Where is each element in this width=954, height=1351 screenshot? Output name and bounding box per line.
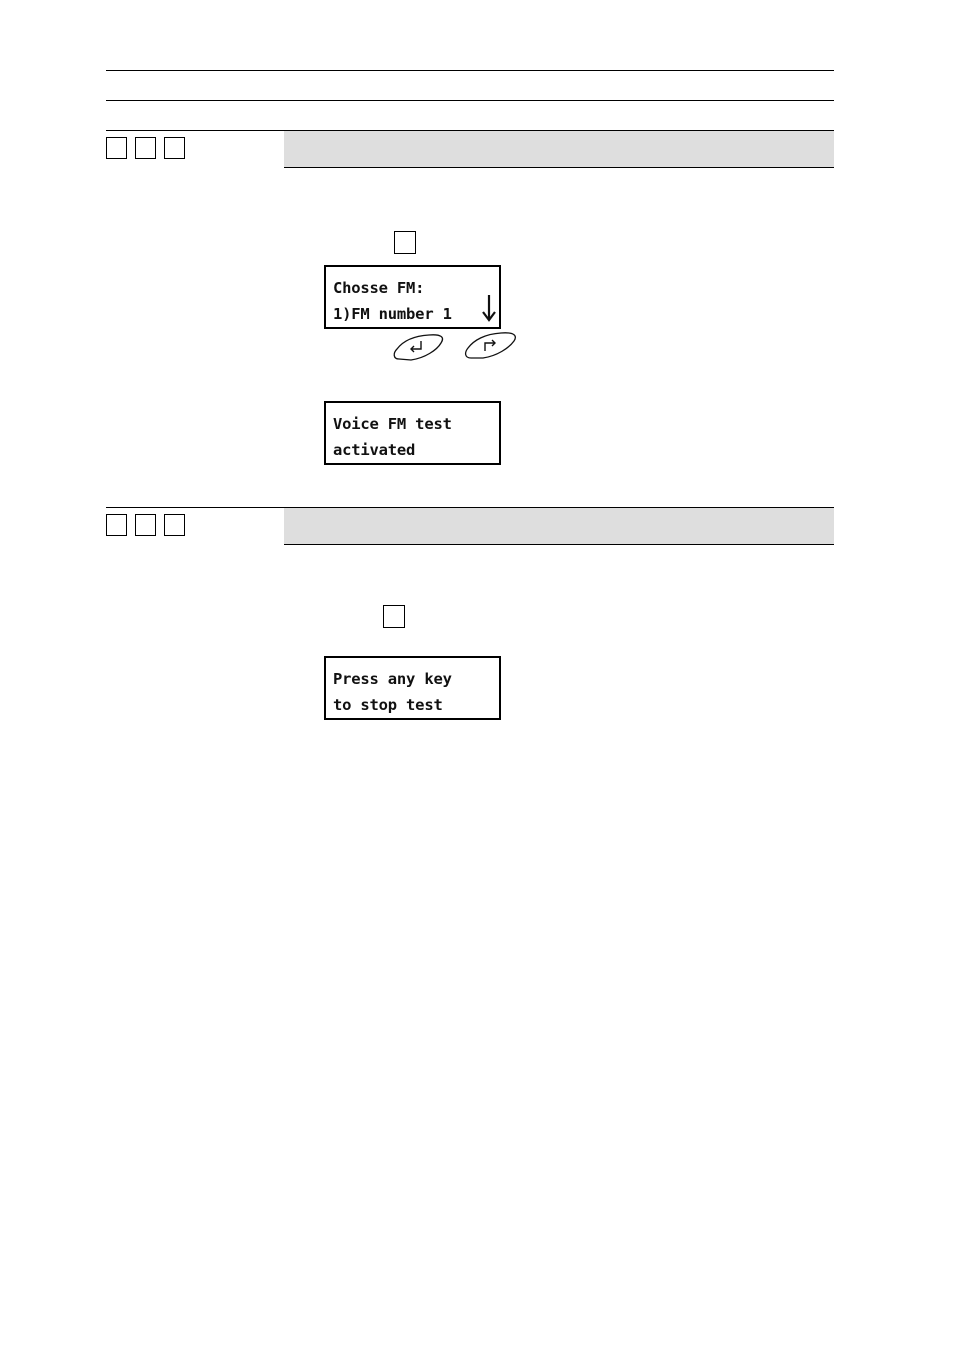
section-1-key-box-3 [164,137,185,159]
lcd-line-1: Chosse FM: [333,279,425,297]
section-1-key-box-1 [106,137,127,159]
section-1-key-box-2 [135,137,156,159]
section-2-key-box-3 [164,514,185,536]
lcd-line-2: 1)FM number 1 [333,305,452,323]
enter-left-icon[interactable] [391,333,445,361]
lcd-line-1: Voice FM test [333,415,452,433]
lcd-display-choose-fm [324,265,501,329]
section-2-inline-key [383,605,405,628]
section-2-key-box-1 [106,514,127,536]
arrow-down-icon [481,293,497,323]
header-rule-bottom [106,100,834,101]
section-1-inline-key [394,231,416,254]
enter-right-icon[interactable] [463,331,517,359]
section-1-title-bar [284,131,834,168]
lcd-display-stop-test [324,656,501,720]
section-2-key-box-2 [135,514,156,536]
lcd-line-2: to stop test [333,696,443,714]
header-rule-top [106,70,834,71]
lcd-display-test-activated [324,401,501,465]
lcd-line-1: Press any key [333,670,452,688]
section-2-title-bar [284,508,834,545]
lcd-line-2: activated [333,441,416,459]
